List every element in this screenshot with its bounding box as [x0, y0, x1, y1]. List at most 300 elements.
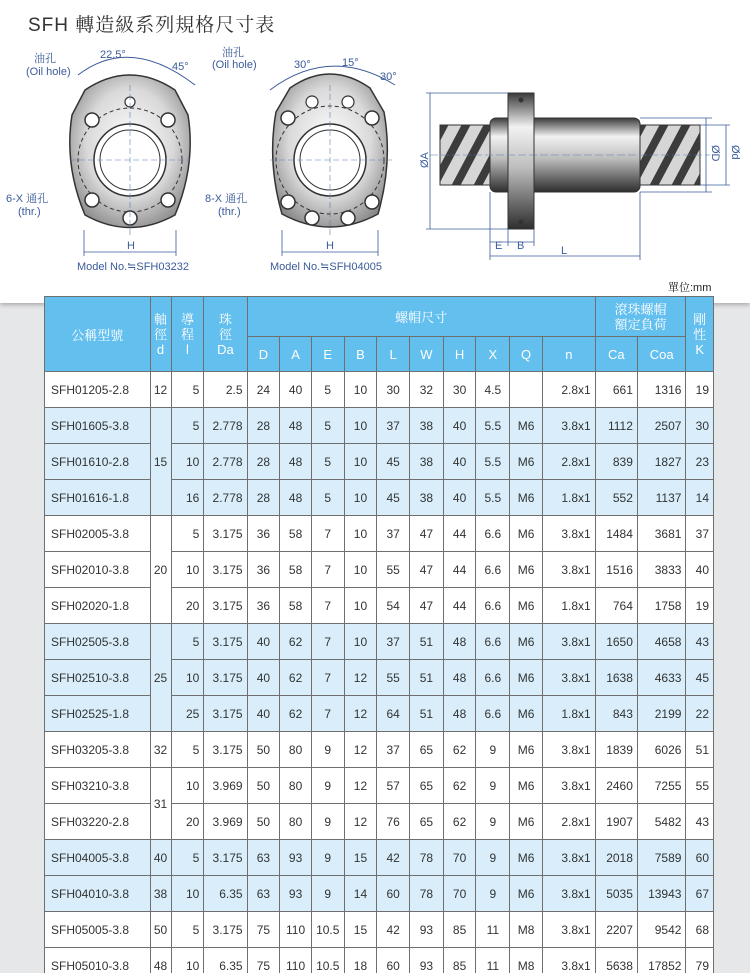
table-cell: 43 — [686, 624, 714, 660]
dim-dia-a: ØA — [419, 152, 431, 168]
table-cell: M6 — [510, 660, 543, 696]
table-cell: 48 — [443, 624, 476, 660]
header-col: n — [542, 337, 595, 372]
table-cell: 2507 — [637, 408, 686, 444]
table-cell: M6 — [510, 624, 543, 660]
table-cell: 10 — [344, 480, 377, 516]
header-col: D — [247, 337, 280, 372]
table-cell: 44 — [443, 552, 476, 588]
table-cell: 70 — [443, 840, 476, 876]
cell-model: SFH04010-3.8 — [45, 876, 151, 912]
table-cell: 30 — [686, 408, 714, 444]
table-cell: 1137 — [637, 480, 686, 516]
table-cell: 79 — [686, 948, 714, 973]
table-cell: 20 — [171, 588, 204, 624]
table-cell: 68 — [686, 912, 714, 948]
table-cell: 6.35 — [204, 876, 247, 912]
table-cell: M6 — [510, 480, 543, 516]
table-cell: 7255 — [637, 768, 686, 804]
table-cell: 1758 — [637, 588, 686, 624]
table-cell: 55 — [377, 660, 410, 696]
table-cell: 110 — [280, 912, 312, 948]
table-cell: 78 — [410, 840, 444, 876]
table-cell: 28 — [247, 444, 280, 480]
table-cell: 843 — [595, 696, 637, 732]
table-cell: 50 — [247, 768, 280, 804]
table-cell: 5 — [171, 372, 204, 408]
diagram-panel — [0, 0, 750, 303]
table-cell: 36 — [247, 588, 280, 624]
cell-model: SFH03205-3.8 — [45, 732, 151, 768]
table-cell: 37 — [686, 516, 714, 552]
table-cell: 58 — [280, 588, 312, 624]
table-cell: 51 — [410, 624, 444, 660]
dim-h-left: H — [127, 240, 135, 252]
table-cell: 15 — [344, 840, 377, 876]
table-cell: 1484 — [595, 516, 637, 552]
table-cell: 3.8x1 — [542, 948, 595, 973]
table-cell: 10 — [344, 516, 377, 552]
cell-model: SFH04005-3.8 — [45, 840, 151, 876]
table-cell: 9 — [476, 768, 510, 804]
table-cell: 2.8x1 — [542, 804, 595, 840]
table-cell: 93 — [410, 948, 444, 973]
table-cell: M6 — [510, 840, 543, 876]
table-cell: 9 — [476, 732, 510, 768]
table-cell: 80 — [280, 804, 312, 840]
flange-view-middle — [205, 45, 397, 273]
cell-shaft-dia: 20 — [150, 516, 171, 624]
table-cell: 70 — [443, 876, 476, 912]
table-cell: 25 — [171, 696, 204, 732]
table-cell: 15 — [344, 912, 377, 948]
table-cell: 9542 — [637, 912, 686, 948]
table-cell: 32 — [410, 372, 444, 408]
header-col: L — [377, 337, 410, 372]
table-cell: 1.8x1 — [542, 588, 595, 624]
table-cell: 16 — [171, 480, 204, 516]
table-cell: 10 — [344, 408, 377, 444]
spec-table — [44, 296, 714, 973]
table-cell: 6.35 — [204, 948, 247, 973]
table-cell: 12 — [344, 768, 377, 804]
table-cell: M6 — [510, 732, 543, 768]
table-body — [45, 372, 714, 973]
table-cell: 552 — [595, 480, 637, 516]
table-cell: 23 — [686, 444, 714, 480]
table-cell: 4633 — [637, 660, 686, 696]
cell-model: SFH05010-3.8 — [45, 948, 151, 973]
table-cell: 48 — [443, 660, 476, 696]
table-cell: 18 — [344, 948, 377, 973]
table-cell: 93 — [280, 876, 312, 912]
table-cell: 12 — [344, 660, 377, 696]
table-cell: 7 — [311, 696, 344, 732]
table-cell: 3.175 — [204, 516, 247, 552]
table-cell: 2.778 — [204, 480, 247, 516]
table-cell: 65 — [410, 768, 444, 804]
table-cell: 40 — [443, 480, 476, 516]
table-cell: 40 — [247, 660, 280, 696]
cell-model: SFH05005-3.8 — [45, 912, 151, 948]
table-cell: 44 — [443, 588, 476, 624]
table-cell: M6 — [510, 696, 543, 732]
oil-hole-cn-left: 油孔 — [34, 53, 56, 65]
table-cell: 12 — [344, 804, 377, 840]
table-cell: 62 — [443, 804, 476, 840]
table-cell: 2.8x1 — [542, 444, 595, 480]
dim-b: B — [517, 240, 525, 252]
table-cell: 9 — [476, 804, 510, 840]
table-cell: 764 — [595, 588, 637, 624]
table-cell: 12 — [344, 732, 377, 768]
header-col: Q — [510, 337, 543, 372]
table-cell: 5 — [171, 912, 204, 948]
table-cell: 62 — [280, 696, 312, 732]
thru-hole-cn-mid: 8-X 通孔 — [205, 193, 248, 205]
table-cell: 6026 — [637, 732, 686, 768]
table-cell: 10.5 — [311, 948, 344, 973]
table-cell: 36 — [247, 552, 280, 588]
table-cell: 75 — [247, 948, 280, 973]
table-cell: 78 — [410, 876, 444, 912]
table-cell: 40 — [280, 372, 312, 408]
oil-hole-en-mid: (Oil hole) — [212, 59, 257, 71]
cell-shaft-dia: 38 — [150, 876, 171, 912]
table-cell: 9 — [311, 840, 344, 876]
table-cell: 5 — [171, 516, 204, 552]
table-cell: 2199 — [637, 696, 686, 732]
technical-drawing — [0, 0, 750, 303]
dim-dia-d: Ød — [729, 145, 741, 160]
table-cell: 47 — [410, 516, 444, 552]
table-cell: 3.8x1 — [542, 516, 595, 552]
table-cell: 20 — [171, 804, 204, 840]
table-cell: M6 — [510, 588, 543, 624]
header-col: X — [476, 337, 510, 372]
cell-model: SFH01605-3.8 — [45, 408, 151, 444]
table-cell: 3.175 — [204, 660, 247, 696]
table-cell: 9 — [311, 732, 344, 768]
table-cell: 51 — [410, 660, 444, 696]
spec-table-container — [44, 296, 714, 973]
header-col: A — [280, 337, 312, 372]
table-cell: 11 — [476, 912, 510, 948]
table-cell: 5 — [311, 408, 344, 444]
table-cell: 40 — [443, 408, 476, 444]
table-cell — [510, 372, 543, 408]
table-cell: 3.175 — [204, 588, 247, 624]
table-cell: 839 — [595, 444, 637, 480]
table-cell: 48 — [443, 696, 476, 732]
table-cell: 3.8x1 — [542, 840, 595, 876]
cell-model: SFH02005-3.8 — [45, 516, 151, 552]
table-cell: 2.8x1 — [542, 372, 595, 408]
table-cell: 4658 — [637, 624, 686, 660]
table-cell: 9 — [311, 804, 344, 840]
table-cell: 6.6 — [476, 624, 510, 660]
table-cell: 5.5 — [476, 444, 510, 480]
table-cell: 75 — [247, 912, 280, 948]
table-cell: 1907 — [595, 804, 637, 840]
table-cell: 51 — [686, 732, 714, 768]
table-cell: 7 — [311, 660, 344, 696]
table-cell: 110 — [280, 948, 312, 973]
table-cell: 58 — [280, 552, 312, 588]
table-row — [45, 768, 714, 804]
table-cell: 93 — [410, 912, 444, 948]
table-cell: 5 — [311, 444, 344, 480]
cell-model: SFH03220-2.8 — [45, 804, 151, 840]
table-cell: 50 — [247, 804, 280, 840]
model-no-mid: Model No.≒SFH04005 — [270, 261, 382, 273]
cell-model: SFH02525-1.8 — [45, 696, 151, 732]
header-ball-dia: 珠 徑 Da — [204, 297, 247, 372]
table-cell: 9 — [476, 876, 510, 912]
table-cell: 10 — [171, 768, 204, 804]
cell-model: SFH01205-2.8 — [45, 372, 151, 408]
table-cell: 30 — [377, 372, 410, 408]
table-cell: M6 — [510, 804, 543, 840]
table-cell: 11 — [476, 948, 510, 973]
table-cell: 80 — [280, 768, 312, 804]
table-cell: 3.969 — [204, 768, 247, 804]
table-row — [45, 588, 714, 624]
table-cell: 3.175 — [204, 696, 247, 732]
header-col: B — [344, 337, 377, 372]
table-cell: 10 — [344, 588, 377, 624]
table-cell: 3.8x1 — [542, 876, 595, 912]
table-cell: 65 — [410, 804, 444, 840]
dim-dia-D: ØD — [709, 145, 721, 162]
table-cell: 1.8x1 — [542, 480, 595, 516]
table-row — [45, 840, 714, 876]
table-cell: 19 — [686, 372, 714, 408]
table-cell: 55 — [377, 552, 410, 588]
table-cell: 13943 — [637, 876, 686, 912]
table-cell: 3.969 — [204, 804, 247, 840]
table-cell: 37 — [377, 624, 410, 660]
table-row — [45, 552, 714, 588]
table-cell: 10 — [344, 552, 377, 588]
header-nut-dimensions: 螺帽尺寸 — [247, 297, 595, 337]
table-cell: 5.5 — [476, 480, 510, 516]
table-cell: 5 — [171, 732, 204, 768]
table-cell: 40 — [247, 624, 280, 660]
table-row — [45, 408, 714, 444]
table-cell: 3.8x1 — [542, 732, 595, 768]
table-cell: 3.8x1 — [542, 552, 595, 588]
header-col: E — [311, 337, 344, 372]
table-cell: 85 — [443, 912, 476, 948]
table-cell: 3.8x1 — [542, 912, 595, 948]
cell-shaft-dia: 50 — [150, 912, 171, 948]
header-col: Ca — [595, 337, 637, 372]
cell-model: SFH03210-3.8 — [45, 768, 151, 804]
table-cell: 5.5 — [476, 408, 510, 444]
table-cell: 3.8x1 — [542, 408, 595, 444]
table-cell: 45 — [377, 444, 410, 480]
table-cell: 7 — [311, 516, 344, 552]
page-title: SFH 轉造級系列規格尺寸表 — [28, 15, 276, 36]
table-cell: 38 — [410, 444, 444, 480]
header-lead: 導 程 l — [171, 297, 204, 372]
table-cell: 5 — [171, 408, 204, 444]
cell-shaft-dia: 31 — [150, 768, 171, 840]
table-cell: M6 — [510, 408, 543, 444]
table-cell: 55 — [686, 768, 714, 804]
table-row — [45, 480, 714, 516]
cell-shaft-dia: 32 — [150, 732, 171, 768]
table-cell: 47 — [410, 588, 444, 624]
cell-model: SFH02505-3.8 — [45, 624, 151, 660]
table-cell: 43 — [686, 804, 714, 840]
angle-22-5: 22.5° — [100, 49, 126, 61]
table-cell: 44 — [443, 516, 476, 552]
table-cell: 48 — [280, 408, 312, 444]
table-cell: M6 — [510, 516, 543, 552]
table-cell: 85 — [443, 948, 476, 973]
table-cell: 30 — [443, 372, 476, 408]
thru-hole-en-mid: (thr.) — [218, 206, 241, 218]
table-cell: 10.5 — [311, 912, 344, 948]
table-cell: 45 — [686, 660, 714, 696]
table-cell: M6 — [510, 876, 543, 912]
table-row — [45, 876, 714, 912]
table-cell: 57 — [377, 768, 410, 804]
thru-hole-en-left: (thr.) — [18, 206, 41, 218]
table-cell: 661 — [595, 372, 637, 408]
table-cell: 40 — [443, 444, 476, 480]
table-cell: 6.6 — [476, 660, 510, 696]
table-cell: 64 — [377, 696, 410, 732]
table-cell: 5 — [311, 480, 344, 516]
table-cell: 6.6 — [476, 552, 510, 588]
header-model: 公稱型號 — [45, 297, 151, 372]
side-view — [419, 93, 741, 260]
cell-model: SFH01616-1.8 — [45, 480, 151, 516]
table-cell: 62 — [443, 732, 476, 768]
table-cell: 3833 — [637, 552, 686, 588]
table-cell: 3.175 — [204, 552, 247, 588]
table-row — [45, 624, 714, 660]
table-cell: 60 — [686, 840, 714, 876]
table-cell: 7 — [311, 624, 344, 660]
angle-45: 45° — [172, 61, 189, 73]
table-cell: 1.8x1 — [542, 696, 595, 732]
table-cell: 2207 — [595, 912, 637, 948]
header-col: Coa — [637, 337, 686, 372]
table-cell: 2460 — [595, 768, 637, 804]
angle-15: 15° — [342, 57, 359, 69]
oil-hole-cn-mid: 油孔 — [222, 47, 244, 59]
table-cell: 5035 — [595, 876, 637, 912]
header-col: H — [443, 337, 476, 372]
table-cell: 5 — [311, 372, 344, 408]
cell-model: SFH02020-1.8 — [45, 588, 151, 624]
cell-shaft-dia: 40 — [150, 840, 171, 876]
table-cell: 19 — [686, 588, 714, 624]
table-cell: 60 — [377, 876, 410, 912]
header-stiffness: 剛 性 K — [686, 297, 714, 372]
table-cell: 58 — [280, 516, 312, 552]
thru-hole-cn-left: 6-X 通孔 — [6, 193, 49, 205]
table-cell: 47 — [410, 552, 444, 588]
table-cell: 38 — [410, 480, 444, 516]
table-cell: 62 — [280, 624, 312, 660]
table-cell: 1112 — [595, 408, 637, 444]
table-cell: 10 — [344, 372, 377, 408]
table-cell: 65 — [410, 732, 444, 768]
table-cell: 17852 — [637, 948, 686, 973]
table-cell: 2.778 — [204, 408, 247, 444]
table-row — [45, 372, 714, 408]
table-row — [45, 516, 714, 552]
table-header — [45, 297, 714, 372]
table-cell: 48 — [280, 444, 312, 480]
table-cell: 7589 — [637, 840, 686, 876]
table-cell: 45 — [377, 480, 410, 516]
header-load-rating: 滾珠螺帽 額定負荷 — [595, 297, 686, 337]
table-row — [45, 948, 714, 973]
table-cell: 3.175 — [204, 624, 247, 660]
dim-h-mid: H — [326, 240, 334, 252]
table-cell: 67 — [686, 876, 714, 912]
cell-model: SFH01610-2.8 — [45, 444, 151, 480]
table-cell: 28 — [247, 408, 280, 444]
table-cell: 10 — [171, 444, 204, 480]
table-cell: 5 — [171, 840, 204, 876]
table-cell: 40 — [247, 696, 280, 732]
table-row — [45, 444, 714, 480]
table-cell: 37 — [377, 516, 410, 552]
table-cell: 1839 — [595, 732, 637, 768]
table-cell: 10 — [171, 552, 204, 588]
table-cell: 42 — [377, 840, 410, 876]
table-cell: 5 — [171, 624, 204, 660]
angle-30-a: 30° — [294, 59, 311, 71]
cell-shaft-dia: 48 — [150, 948, 171, 973]
dim-l: L — [561, 245, 568, 257]
table-cell: 42 — [377, 912, 410, 948]
table-cell: 6.6 — [476, 588, 510, 624]
table-cell: 38 — [410, 408, 444, 444]
table-row — [45, 732, 714, 768]
table-cell: 3.175 — [204, 840, 247, 876]
table-cell: 1316 — [637, 372, 686, 408]
table-cell: 50 — [247, 732, 280, 768]
dim-e: E — [495, 240, 503, 252]
table-cell: 9 — [311, 876, 344, 912]
table-cell: 3681 — [637, 516, 686, 552]
table-cell: 10 — [171, 660, 204, 696]
cell-model: SFH02510-3.8 — [45, 660, 151, 696]
table-cell: 63 — [247, 840, 280, 876]
table-cell: 6.6 — [476, 516, 510, 552]
cell-shaft-dia: 25 — [150, 624, 171, 732]
table-cell: 7 — [311, 588, 344, 624]
table-cell: 2.5 — [204, 372, 247, 408]
table-cell: 28 — [247, 480, 280, 516]
table-cell: 1516 — [595, 552, 637, 588]
cell-model: SFH02010-3.8 — [45, 552, 151, 588]
table-cell: 40 — [686, 552, 714, 588]
table-cell: 54 — [377, 588, 410, 624]
table-cell: 10 — [344, 444, 377, 480]
table-row — [45, 912, 714, 948]
table-cell: 48 — [280, 480, 312, 516]
table-row — [45, 804, 714, 840]
